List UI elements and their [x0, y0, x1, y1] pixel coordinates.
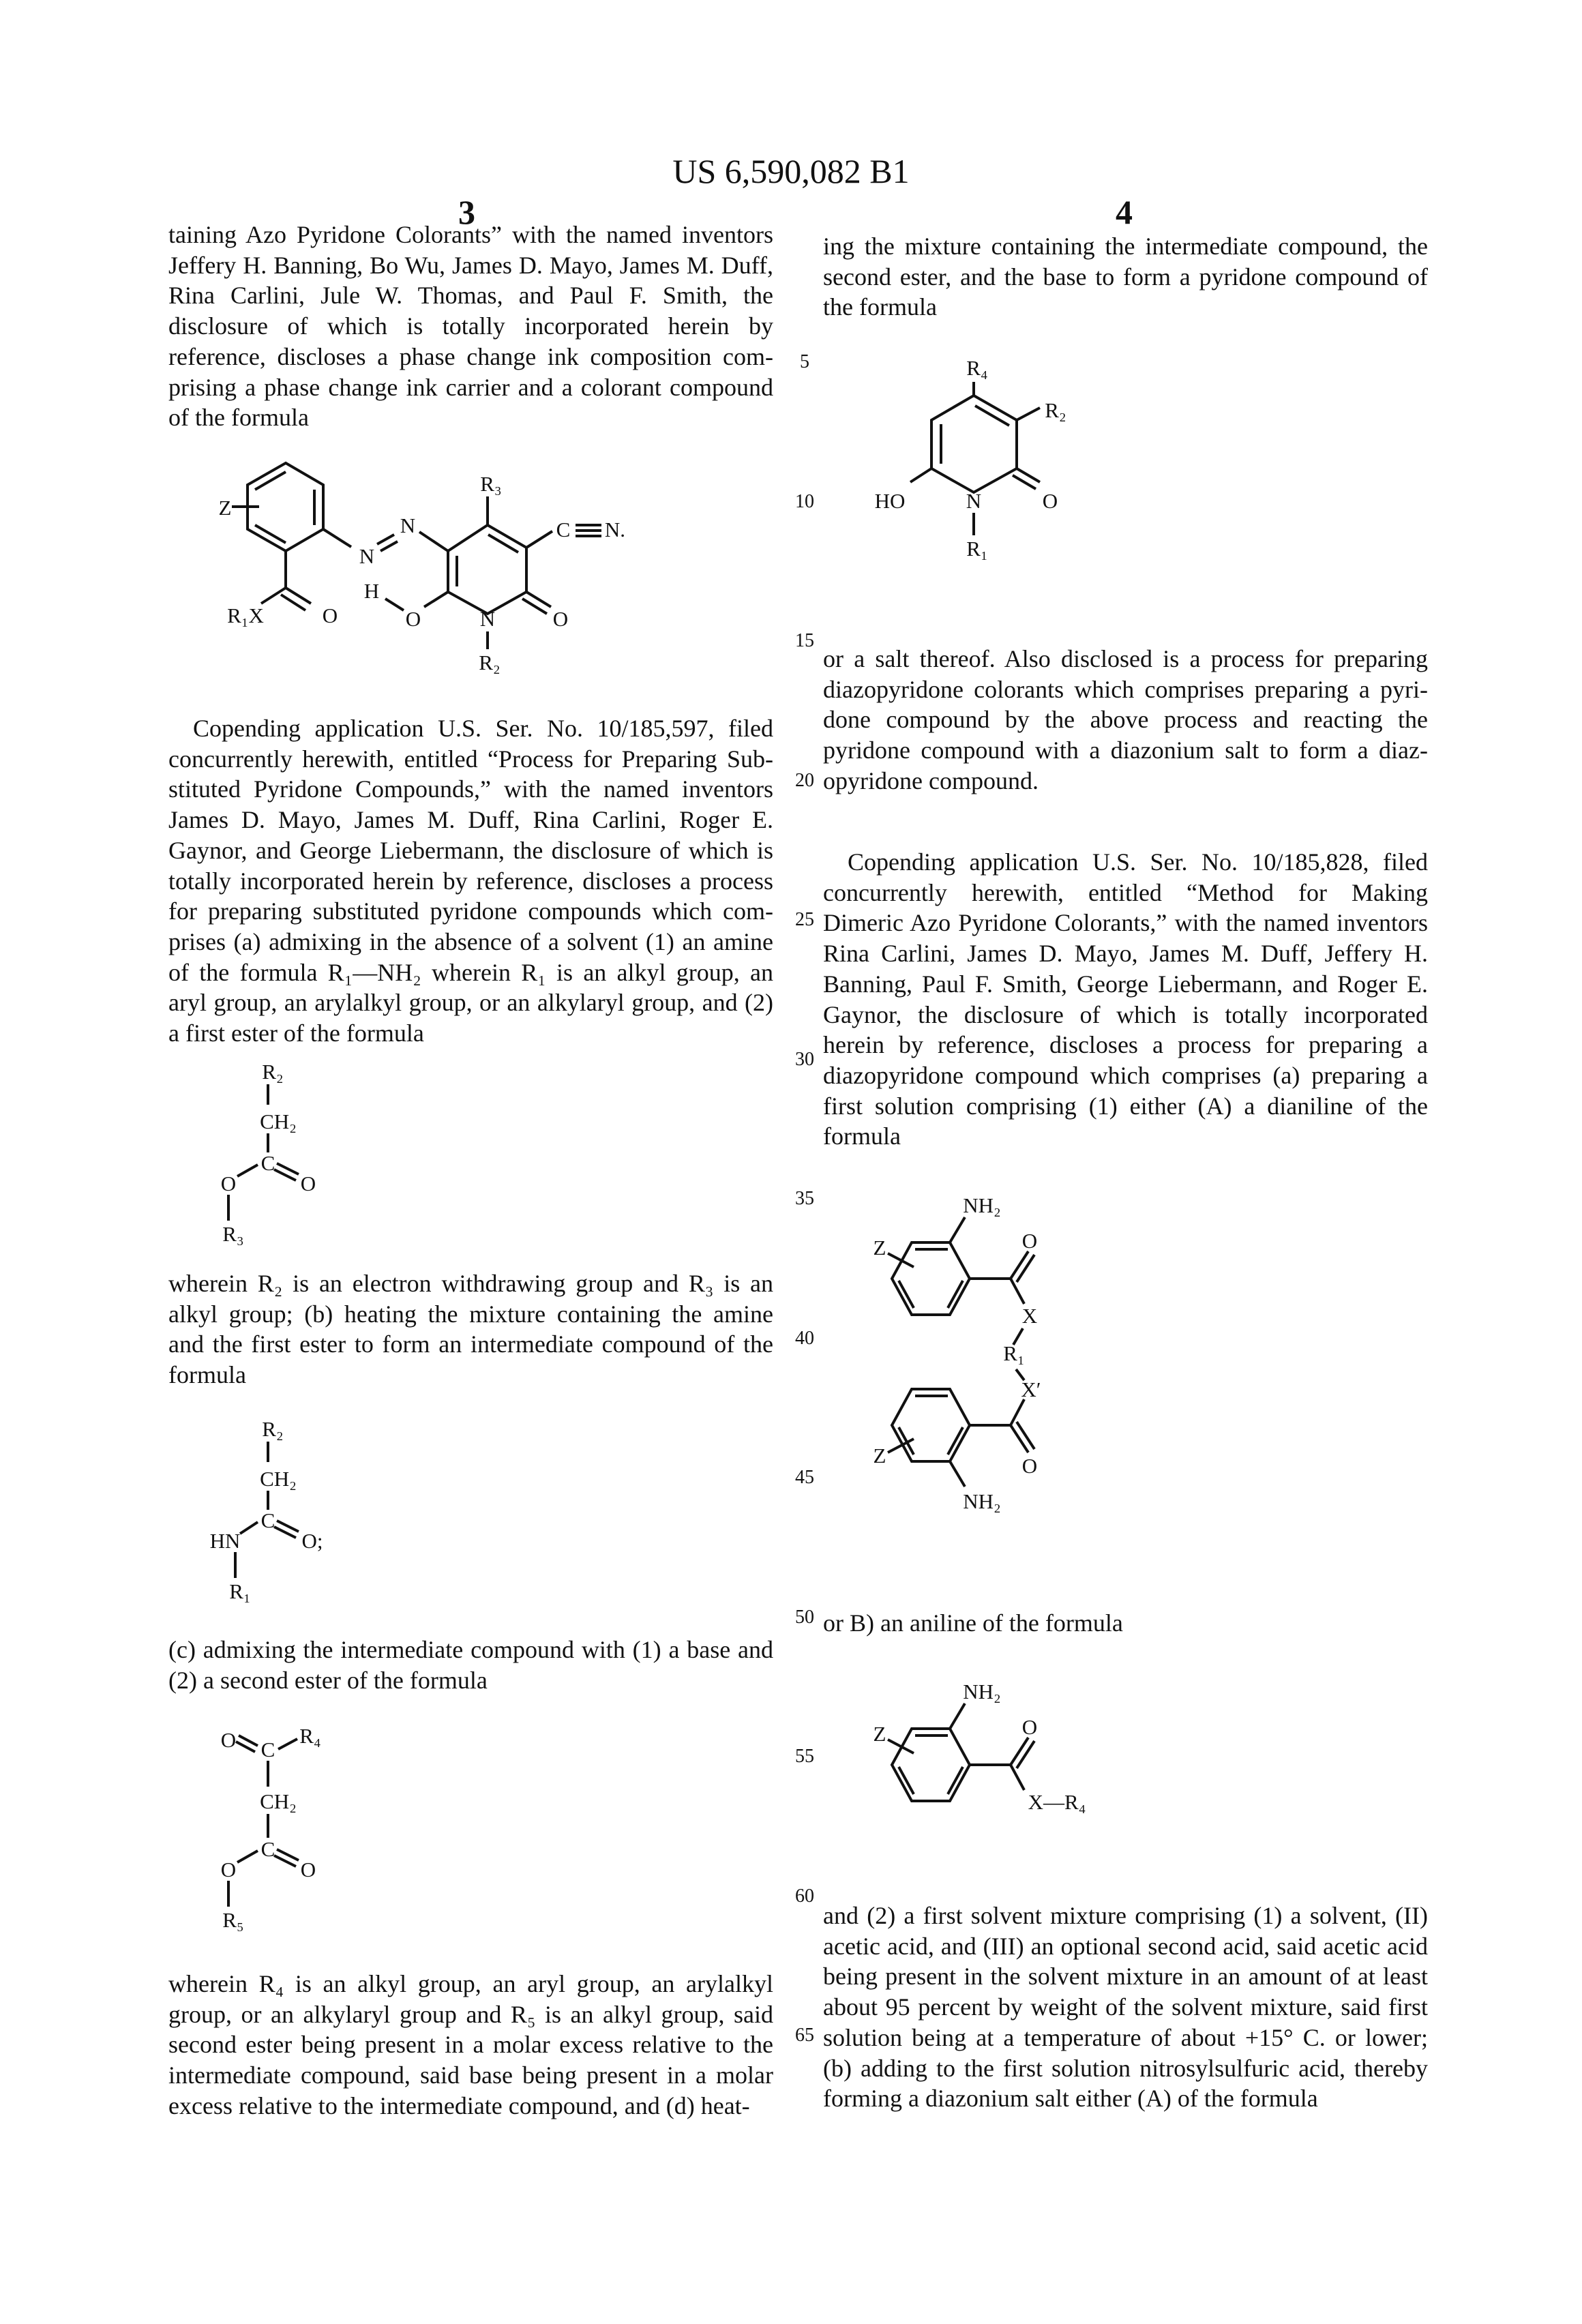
- text-line: group, or an alkylaryl group and R₅ is an alkyl group, said: [168, 1999, 773, 2030]
- svg-text:O: O: [1022, 1454, 1037, 1478]
- line-number: 40: [784, 1328, 825, 1350]
- text-line: Jeffery H. Banning, Bo Wu, James D. Mayo, James M. Duff,: [168, 250, 773, 281]
- svg-text:Z: Z: [874, 1236, 886, 1260]
- formula-aniline: [874, 1680, 1086, 1814]
- text-line: Rina Carlini, Jule W. Thomas, and Paul F. Smith, the: [168, 280, 773, 311]
- svg-text:CH₂: CH₂: [260, 1789, 297, 1813]
- svg-text:O;: O;: [302, 1529, 323, 1553]
- text-line: (2) a second ester of the formula: [168, 1665, 773, 1696]
- text-line: prising a phase change ink carrier and a colorant compound: [168, 372, 773, 403]
- svg-text:R₁: R₁: [966, 537, 987, 561]
- text-line: formula: [168, 1360, 773, 1390]
- text-line: second ester being present in a molar excess relative to the: [168, 2029, 773, 2060]
- svg-text:O: O: [1022, 1715, 1037, 1739]
- svg-text:N: N: [359, 544, 374, 568]
- line-number: 25: [784, 909, 825, 931]
- svg-text:R₅: R₅: [222, 1908, 243, 1932]
- line-number: 30: [784, 1049, 825, 1071]
- svg-text:R₃: R₃: [222, 1222, 243, 1246]
- svg-text:Z: Z: [874, 1444, 886, 1468]
- line-number: 55: [784, 1746, 825, 1768]
- svg-text:O: O: [1022, 1229, 1037, 1253]
- text-line: or a salt thereof. Also disclosed is a process for preparing: [823, 644, 1428, 674]
- text-line: a first ester of the formula: [168, 1018, 773, 1049]
- text-line: the formula: [823, 292, 1428, 323]
- svg-text:R₂: R₂: [479, 651, 500, 674]
- svg-text:X: X: [1022, 1304, 1037, 1328]
- text-line: totally incorporated herein by reference, discloses a process: [168, 866, 773, 897]
- svg-text:C: C: [261, 1837, 275, 1861]
- formula-dianiline: [874, 1193, 1041, 1513]
- text-line: concurrently herewith, entitled “Process for Preparing Sub-: [168, 744, 773, 775]
- text-line: aryl group, an arylalkyl group, or an alkylaryl group, and (2): [168, 987, 773, 1018]
- svg-text:O: O: [301, 1858, 316, 1881]
- text-line: about 95 percent by weight of the solvent mixture, said first: [823, 1992, 1428, 2023]
- line-number: 60: [784, 1886, 825, 1907]
- line-number: 10: [784, 491, 825, 513]
- svg-text:X—R₄: X—R₄: [1028, 1790, 1086, 1814]
- text-line: Copending application U.S. Ser. No. 10/185,828, filed: [823, 847, 1428, 878]
- line-number: 50: [784, 1607, 825, 1628]
- svg-text:NH₂: NH₂: [963, 1680, 1001, 1703]
- text-line: Rina Carlini, James D. Mayo, James M. Duff, Jeffery H.: [823, 938, 1428, 969]
- text-line: formula: [823, 1121, 1428, 1152]
- line-number: 65: [784, 2025, 825, 2046]
- svg-text:H: H: [364, 579, 379, 603]
- svg-text:R₁X: R₁X: [227, 604, 264, 627]
- svg-text:N: N: [480, 607, 495, 631]
- text-line: Banning, Paul F. Smith, George Liebermann, and Roger E.: [823, 969, 1428, 1000]
- text-line: stituted Pyridone Compounds,” with the named inventors: [168, 774, 773, 805]
- svg-text:Z: Z: [219, 496, 232, 520]
- svg-text:C: C: [261, 1508, 275, 1532]
- text-line: wherein R₂ is an electron withdrawing group and R₃ is an: [168, 1268, 773, 1299]
- svg-text:HO: HO: [875, 489, 906, 513]
- svg-text:HN: HN: [210, 1529, 241, 1553]
- text-line: diazopyridone colorants which comprises preparing a pyri-: [823, 674, 1428, 705]
- text-line: herein by reference, discloses a process for preparing a: [823, 1030, 1428, 1060]
- text-line: ing the mixture containing the intermediate compound, the: [823, 231, 1428, 262]
- text-line: or B) an aniline of the formula: [823, 1608, 1428, 1639]
- text-line: concurrently herewith, entitled “Method for Making: [823, 878, 1428, 908]
- text-line: acetic acid, and (III) an optional second acid, said acetic acid: [823, 1931, 1428, 1962]
- text-line: for preparing substituted pyridone compounds which com-: [168, 896, 773, 927]
- text-line: James D. Mayo, James M. Duff, Rina Carlini, Roger E.: [168, 805, 773, 835]
- text-line: and the first ester to form an intermediate compound of the: [168, 1329, 773, 1360]
- line-number: 20: [784, 770, 825, 792]
- text-line: excess relative to the intermediate compound, and (d) heat-: [168, 2091, 773, 2121]
- text-line: (b) adding to the first solution nitrosylsulfuric acid, thereby: [823, 2053, 1428, 2084]
- svg-text:R₂: R₂: [1045, 398, 1066, 422]
- line-number: 45: [784, 1467, 825, 1489]
- text-line: diazopyridone compound which comprises (a) preparing a: [823, 1060, 1428, 1091]
- text-line: Dimeric Azo Pyridone Colorants,” with the named inventors: [823, 908, 1428, 938]
- formula-pyridone: [875, 356, 1066, 561]
- text-line: first solution comprising (1) either (A) a dianiline of the: [823, 1091, 1428, 1122]
- formula-azo-pyridone: [219, 463, 626, 674]
- svg-text:CH₂: CH₂: [260, 1467, 297, 1491]
- text-line: of the formula R₁—NH₂ wherein R₁ is an alkyl group, an: [168, 957, 773, 988]
- svg-text:N: N: [966, 489, 981, 513]
- svg-text:R₂: R₂: [262, 1060, 283, 1084]
- svg-text:C: C: [556, 518, 571, 541]
- svg-text:O: O: [406, 607, 421, 631]
- text-line: Copending application U.S. Ser. No. 10/185,597, filed: [168, 713, 773, 744]
- text-line: (c) admixing the intermediate compound with (1) a base and: [168, 1635, 773, 1665]
- svg-text:O: O: [1043, 489, 1058, 513]
- text-line: of the formula: [168, 402, 773, 433]
- text-line: done compound by the above process and reacting the: [823, 704, 1428, 735]
- text-line: second ester, and the base to form a pyridone compound of: [823, 262, 1428, 293]
- svg-text:C: C: [261, 1151, 275, 1175]
- text-line: and (2) a first solvent mixture comprising (1) a solvent, (II): [823, 1901, 1428, 1931]
- svg-text:Z: Z: [874, 1722, 886, 1746]
- svg-text:O: O: [221, 1728, 236, 1752]
- svg-text:O: O: [221, 1172, 236, 1195]
- patent-number: US 6,590,082 B1: [0, 151, 1582, 191]
- svg-text:O: O: [553, 607, 568, 631]
- svg-text:R₁: R₁: [1003, 1341, 1024, 1365]
- svg-text:O: O: [323, 604, 338, 627]
- svg-text:X′: X′: [1021, 1377, 1041, 1401]
- text-line: wherein R₄ is an alkyl group, an aryl group, an arylalkyl: [168, 1969, 773, 1999]
- svg-text:R₄: R₄: [966, 356, 987, 380]
- chemical-structures: [0, 0, 1582, 2324]
- svg-text:R₁: R₁: [229, 1579, 250, 1603]
- formula-first-ester: [221, 1060, 316, 1246]
- formula-intermediate: [210, 1417, 323, 1603]
- line-number: 15: [784, 630, 825, 652]
- svg-text:CH₂: CH₂: [260, 1109, 297, 1133]
- formula-second-ester: [221, 1724, 321, 1932]
- text-line: disclosure of which is totally incorporated herein by: [168, 311, 773, 342]
- page-number-right: 4: [1116, 192, 1133, 232]
- text-line: alkyl group; (b) heating the mixture containing the amine: [168, 1299, 773, 1330]
- svg-text:R₂: R₂: [262, 1417, 283, 1441]
- page-number-left: 3: [458, 192, 475, 232]
- svg-text:NH₂: NH₂: [963, 1193, 1001, 1217]
- text-line: solution being at a temperature of about +15° C. or lower;: [823, 2023, 1428, 2053]
- text-line: reference, discloses a phase change ink composition com-: [168, 342, 773, 372]
- text-line: forming a diazonium salt either (A) of the formula: [823, 2083, 1428, 2114]
- svg-text:O: O: [301, 1172, 316, 1195]
- svg-text:NH₂: NH₂: [963, 1489, 1001, 1513]
- svg-text:R₃: R₃: [480, 472, 501, 496]
- line-number: 5: [784, 351, 825, 373]
- svg-text:N: N: [400, 513, 415, 537]
- text-line: Gaynor, and George Liebermann, the disclosure of which is: [168, 835, 773, 866]
- line-number: 35: [784, 1188, 825, 1210]
- text-line: opyridone compound.: [823, 766, 1428, 796]
- svg-text:C: C: [261, 1738, 275, 1761]
- text-line: being present in the solvent mixture in an amount of at least: [823, 1961, 1428, 1992]
- svg-text:R₄: R₄: [299, 1724, 320, 1748]
- text-line: prises (a) admixing in the absence of a solvent (1) an amine: [168, 927, 773, 957]
- svg-text:N.: N.: [605, 518, 625, 541]
- text-line: taining Azo Pyridone Colorants” with the named inventors: [168, 220, 773, 250]
- svg-text:O: O: [221, 1858, 236, 1881]
- text-line: Gaynor, the disclosure of which is totally incorporated: [823, 1000, 1428, 1030]
- text-line: intermediate compound, said base being present in a molar: [168, 2060, 773, 2091]
- text-line: pyridone compound with a diazonium salt to form a diaz-: [823, 735, 1428, 766]
